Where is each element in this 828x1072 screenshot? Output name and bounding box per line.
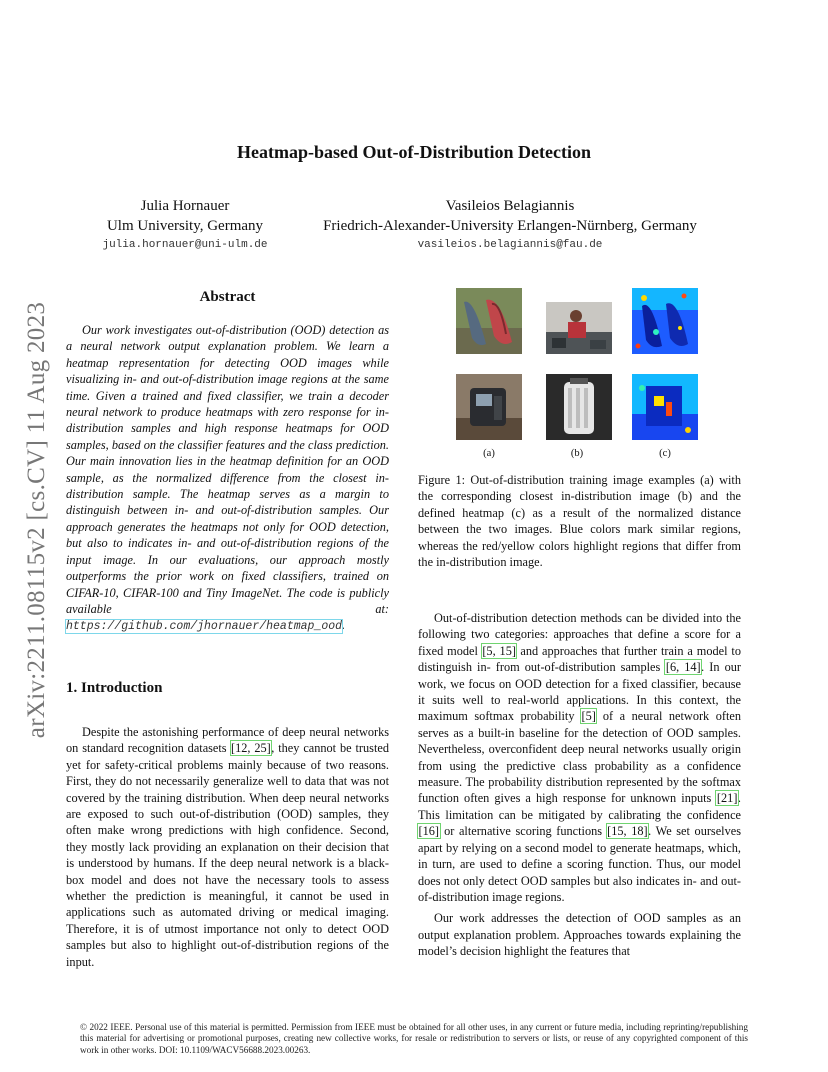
text-run: Despite the astonishing performance of deep neural networks on standard recognition datasets — [66, 725, 389, 756]
author-block-2 — [300, 196, 720, 251]
text-run: and approaches that further train a model to distinguish in- from out-of-distribution samples — [418, 643, 741, 675]
sub-label-a: (a) — [483, 448, 495, 459]
section-heading-introduction: 1. Introduction — [66, 680, 163, 696]
in-distribution-image-heater — [546, 374, 612, 440]
citation-link[interactable]: [6, 14] — [665, 660, 701, 675]
heatmap-image-1 — [632, 288, 698, 354]
text-run: , they cannot be trusted yet for safety-critical problems mainly because of two reasons. First, they do not necessarily generalize well to data that was not covered by the training distribution. When deep neural networks are exposed to such out-of-distribution (OOD) samples, they often make wrong predictions with high confidence. Second, they mostly lack providing an explanation on their decision that is understood by humans. If the deep neural network is a black-box model and does not have the necessary tools to assess whether the prediction is meaningful, it cannot be used in applications such as automated driving or medical imaging. Therefore, it is of utmost importance not only to detect OOD samples but also to highlight out-of-distribution regions of the input. — [66, 741, 389, 969]
citation-link[interactable]: [16] — [418, 824, 439, 839]
figure-caption: Figure 1: Out-of-distribution training image examples (a) with the corresponding closest in-distribution image (b) and the defined heatmap (c) as a result of the normalized distance between the two images. Blue colors mark similar regions, whereas the red/yellow colors highlight regions that differ from the in-distribution image. — [418, 473, 741, 570]
citation-link[interactable]: [5, 15] — [482, 643, 516, 658]
code-link[interactable]: https://github.com/jhornauer/heatmap_ood — [66, 620, 343, 634]
intro-text — [66, 724, 389, 970]
right-column-text — [418, 610, 741, 960]
citation-link[interactable]: [21] — [716, 791, 738, 806]
ood-image-boats — [456, 288, 522, 354]
author-block-1 — [80, 196, 290, 251]
citation-link[interactable]: [15, 18] — [607, 824, 648, 839]
abstract-text — [66, 322, 389, 636]
paper-title: Heatmap-based Out-of-Distribution Detection — [237, 142, 591, 162]
ood-image-phone — [456, 374, 522, 440]
copyright-footer: © 2022 IEEE. Personal use of this material is permitted. Permission from IEEE must be obtained for all other uses, in any current or future media, including reprinting/republishing this material for advertising or promotional purposes, creating new collective works, for resale or redistribution to servers or lists, or reuse of any copyrighted component of this work in other works. DOI: 10.1109/WACV56688.2023.00263. — [80, 1022, 748, 1055]
abstract-heading: Abstract — [199, 289, 256, 305]
citation-link[interactable]: [5] — [581, 709, 596, 724]
author-name: Julia Hornauer — [140, 198, 230, 214]
author-affiliation: Ulm University, Germany — [106, 218, 264, 234]
heatmap-image-2 — [632, 374, 698, 440]
abstract-body-text: Our work investigates out-of-distribution (OOD) detection as a neural network output explanation problem. We learn a heatmap representation for detecting OOD images while visualizing in- and out-of-distribution image regions at the same time. Given a trained and fixed classifier, we train a decoder neural network to produce heatmaps with zero response for in-distribution samples and high response heatmaps for OOD samples, based on the classifier features and the class prediction. Our main innovation lies in the heatmap definition for an OOD sample, as the normalized difference from the closest in-distribution sample. The heatmap serves as a margin to distinguish between in- and out-of-distribution samples. Our approach generates the heatmaps not only for OOD detection, but also to indicates in- and out-of-distribution regions of the input image. In our evaluations, our approach mostly outperforms the prior work on fixed classifiers, trained on CIFAR-10, CIFAR-100 and Tiny ImageNet. The code is publicly available at: — [66, 323, 389, 616]
abstract-end: . — [342, 618, 346, 633]
author-email[interactable]: vasileios.belagiannis@fau.de — [417, 239, 603, 251]
text-run: Out-of-distribution detection methods can be divided into the following two categories: approaches that define a score for a fixed model — [418, 611, 741, 658]
author-name: Vasileios Belagiannis — [445, 198, 575, 214]
author-email[interactable]: julia.hornauer@uni-ulm.de — [102, 239, 268, 251]
text-run: of a neural network often serves as a built-in baseline for the detection of OOD samples. Nevertheless, overconfident deep neural networks usually origin from using the predictive class probability as a confidence measure. The probability distribution represented by the softmax function often gives a high response for unknown inputs — [418, 709, 741, 806]
paragraph: Our work addresses the detection of OOD samples as an output explanation problem. Approaches towards explaining the model’s decision highlight the features that — [418, 911, 741, 959]
intro-paragraph — [66, 724, 389, 970]
arxiv-stamp — [22, 280, 52, 760]
text-run: or alternative scoring functions — [439, 824, 607, 839]
author-affiliation: Friedrich-Alexander-University Erlangen-Nürnberg, Germany — [323, 218, 697, 234]
in-distribution-image-person — [546, 302, 612, 354]
sub-label-b: (b) — [570, 448, 584, 459]
text-run: . This limitation can be mitigated by calibrating the confidence — [418, 791, 741, 822]
text-run: . In our work, we focus on OOD detection for a fixed classifier, because it suits well to real-world applications. In this context, the maximum softmax probability — [418, 660, 741, 724]
text-run: . We set ourselves apart by relying on a second model to generate heatmaps, which, in turn, are used to define a scoring function. Thus, our model does not only detect OOD samples but also indicates in- and out-of-distribution image regions. — [418, 824, 741, 904]
figure-1 — [456, 288, 702, 458]
citation-link[interactable]: [12, 25] — [231, 741, 271, 756]
paragraph — [418, 610, 741, 905]
arxiv-stamp-text: arXiv:2211.08115v2 [cs.CV] 11 Aug 2023 — [23, 301, 50, 739]
sub-label-c: (c) — [659, 448, 671, 459]
